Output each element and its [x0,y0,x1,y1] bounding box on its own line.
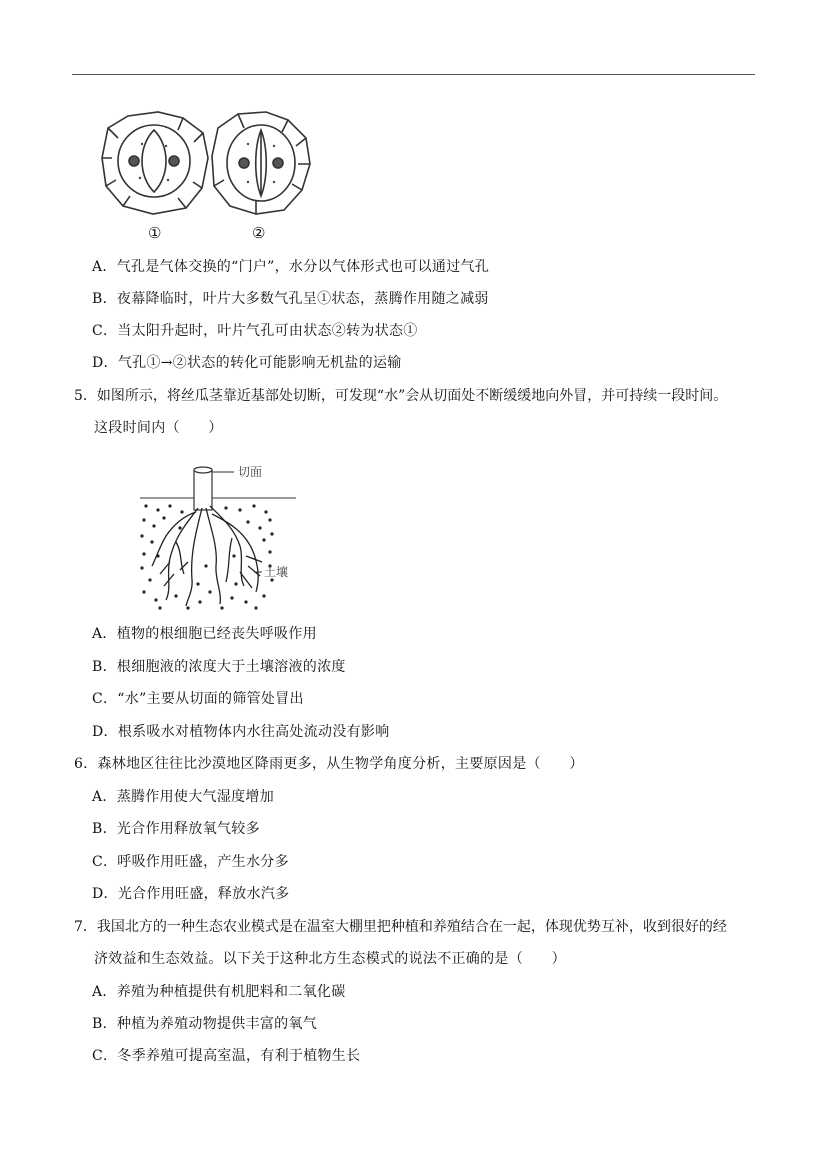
q7-option-a: A．养殖为种植提供有机肥料和二氧化碳 [92,984,346,1000]
q4-option-c: C．当太阳升起时，叶片气孔可由状态②转为状态① [92,323,418,339]
soil-particles [140,504,273,609]
q6-option-c: C．呼吸作用旺盛，产生水分多 [92,854,289,870]
q6-option-b: B．光合作用释放氧气较多 [92,821,260,837]
q6-option-d: D．光合作用旺盛，释放水汽多 [92,886,290,902]
q5-option-a: A．植物的根细胞已经丧失呼吸作用 [92,626,317,642]
q5-option-d: D．根系吸水对植物体内水往高处流动没有影响 [92,724,390,740]
stomata-figure [98,108,314,220]
figure-label-2: ② [252,224,266,242]
label-soil: 土壤 [264,565,289,579]
q6-stem: 6．森林地区往往比沙漠地区降雨更多，从生物学角度分析，主要原因是（ ） [74,756,584,772]
q4-option-b: B．夜幕降临时，叶片大多数气孔呈①状态，蒸腾作用随之减弱 [92,291,489,307]
q7-stem-line2: 济效益和生态效益。以下关于这种北方生态模式的说法不正确的是（ ） [94,951,566,967]
q7-stem-line1: 7．我国北方的一种生态农业模式是在温室大棚里把种植和养殖结合在一起，体现优势互补，收到很好的经 [74,919,727,935]
q5-stem-line2: 这段时间内（ ） [94,420,223,436]
figure-label-1: ① [148,224,162,242]
q4-option-d: D．气孔①→②状态的转化可能影响无机盐的运输 [92,355,402,371]
loofah-root-figure [136,462,316,614]
stem [194,470,212,510]
roots [152,506,262,606]
q4-option-a: A．气孔是气体交换的“门户”，水分以气体形式也可以通过气孔 [92,259,490,275]
q5-option-b: B．根细胞液的浓度大于土壤溶液的浓度 [92,659,346,675]
q5-stem-line1: 5．如图所示，将丝瓜茎靠近基部处切断，可发现“水”会从切面处不断缓缓地向外冒，并可持续一段时间。 [74,388,728,404]
q5-option-c: C．“水”主要从切面的筛管处冒出 [92,691,304,707]
stoma-1-pore [142,130,166,192]
q7-option-b: B．种植为养殖动物提供丰富的氧气 [92,1016,318,1032]
header-rule [72,74,755,75]
label-cut-surface: 切面 [238,465,263,479]
q6-option-a: A．蒸腾作用使大气湿度增加 [92,789,275,805]
q7-option-c: C．冬季养殖可提高室温，有利于植物生长 [92,1048,361,1064]
